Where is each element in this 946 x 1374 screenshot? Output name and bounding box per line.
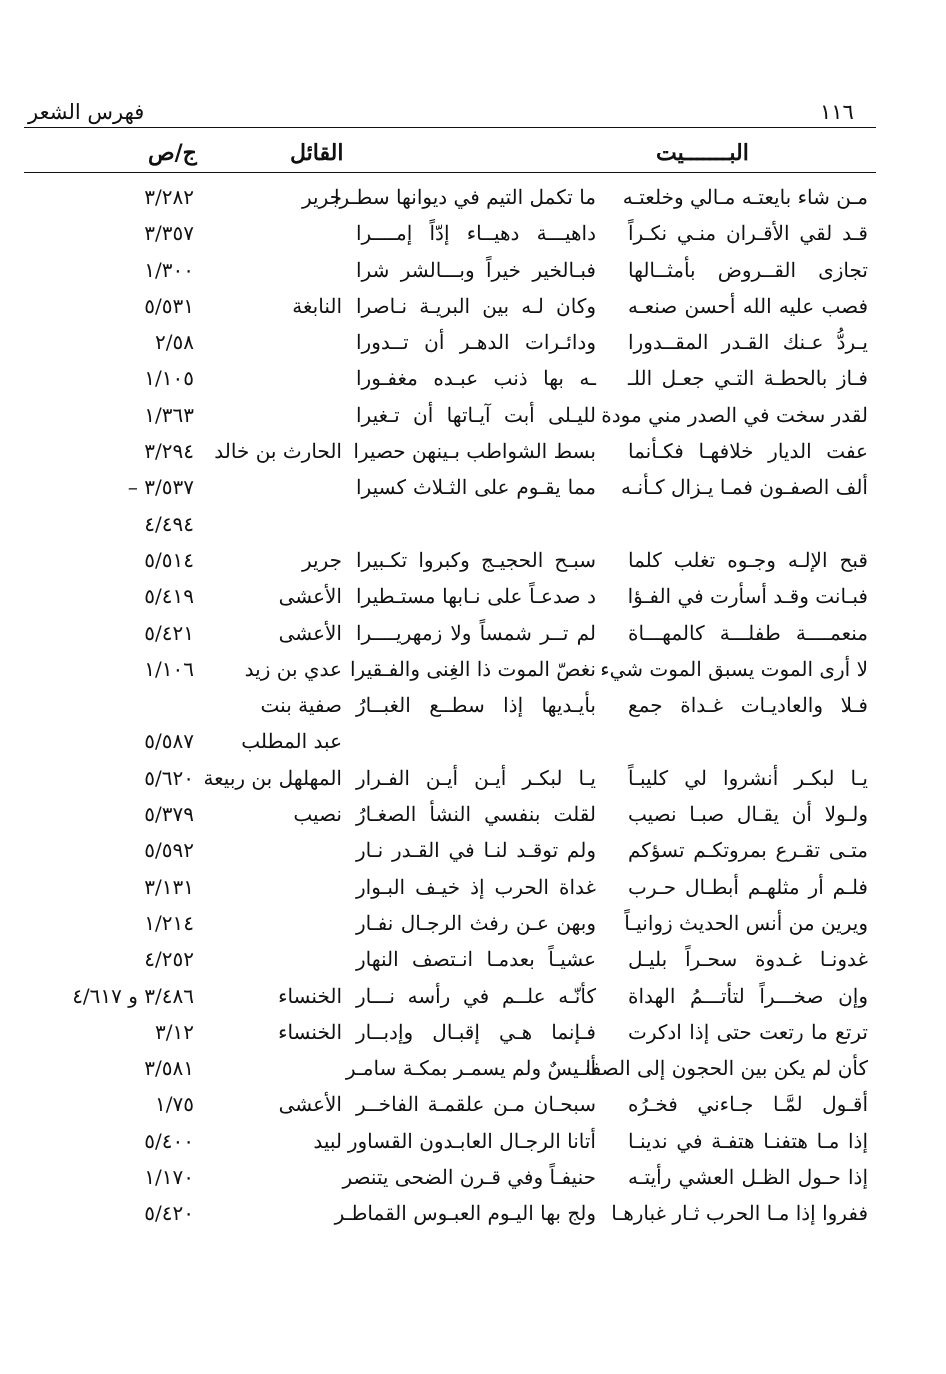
verse-second-hemistich: لقلت بنفسي النشأ الصغـارُ bbox=[356, 802, 596, 827]
running-title: فهرس الشعر bbox=[28, 100, 145, 124]
verse-second-hemistich: ودائـرات الدهـر أن تــدورا bbox=[356, 330, 596, 355]
poet-name: الأعشى bbox=[278, 620, 342, 645]
verse-first-hemistich: فلـم أر مثلهـم أبطـال حـرب bbox=[628, 874, 868, 899]
volume-page-ref: ٥/٦٢٠ bbox=[144, 765, 194, 790]
volume-page-ref: ٣/٣٥٧ bbox=[144, 221, 194, 246]
volume-page-ref: ٥/٣٧٩ bbox=[144, 802, 194, 827]
table-row bbox=[0, 945, 946, 981]
verse-second-hemistich: حنيفـاً وفي قـرن الضحى يتنصر bbox=[342, 1165, 596, 1190]
volume-page-ref: ٥/٤٢١ bbox=[144, 620, 194, 645]
table-row bbox=[0, 364, 946, 400]
volume-page-ref: ١/١٧٠ bbox=[144, 1165, 194, 1190]
volume-page-ref: ٥/٤١٩ bbox=[144, 584, 194, 609]
table-row bbox=[0, 909, 946, 945]
verse-second-hemistich: غداة الحرب إذ خيـف البـوار bbox=[356, 874, 596, 899]
poet-name: المهلهل بن ربيعة bbox=[203, 765, 342, 790]
verse-table bbox=[0, 183, 946, 1236]
verse-first-hemistich: لا أرى الموت يسبق الموت شيء bbox=[600, 656, 868, 681]
verse-first-hemistich: منعمــــة طفلـــة كالمهـــاة bbox=[628, 620, 868, 645]
poet-name: الأعشى bbox=[278, 1092, 342, 1117]
verse-first-hemistich: أقـول لمَّـا جـاءني فخـرُه bbox=[628, 1092, 868, 1117]
verse-second-hemistich: سبحـان مـن علقمـة الفاخــر bbox=[356, 1092, 596, 1117]
verse-first-hemistich: عفت الديار خلافهـا فكـأنما bbox=[628, 439, 868, 464]
table-row bbox=[0, 655, 946, 691]
volume-page-ref: ٤/٤٩٤ bbox=[144, 511, 194, 536]
verse-second-hemistich: ولم توقـد لنـا في القـدر نـار bbox=[356, 838, 596, 863]
table-row bbox=[0, 982, 946, 1018]
header-rule bbox=[24, 172, 876, 173]
column-header-ref: ج/ص bbox=[148, 140, 197, 166]
table-row bbox=[0, 473, 946, 509]
page-number: ١١٦ bbox=[820, 100, 854, 124]
table-row bbox=[0, 800, 946, 836]
poet-name: عبد المطلب bbox=[241, 729, 342, 754]
table-row bbox=[0, 764, 946, 800]
table-row bbox=[0, 1127, 946, 1163]
table-row bbox=[0, 619, 946, 655]
poet-name: عدي بن زيد bbox=[244, 656, 342, 681]
poet-name: جرير bbox=[302, 547, 342, 572]
poet-name: جرير bbox=[302, 185, 342, 209]
verse-first-hemistich: فـاز بالحطـة التـي جعـل اللـ bbox=[628, 366, 868, 391]
verse-second-hemistich: وبهن عـن رفث الرجـال نفـار bbox=[356, 910, 596, 935]
table-row bbox=[0, 401, 946, 437]
verse-first-hemistich: تجازى القــروض بأمثــالها bbox=[628, 257, 868, 282]
verse-second-hemistich: لم تــر شمساً ولا زمهريــــرا bbox=[356, 620, 596, 645]
volume-page-ref: ٣/١٢ bbox=[155, 1019, 194, 1044]
verse-first-hemistich: قـد لقي الأقـران منـي نكـراً bbox=[628, 221, 868, 246]
top-rule bbox=[24, 127, 876, 128]
poet-name: نصيب bbox=[293, 802, 342, 827]
verse-first-hemistich: كأن لم يكن بين الحجون إلى الصفا bbox=[585, 1056, 868, 1081]
column-header-verse: البـــــــيت bbox=[656, 140, 749, 166]
poet-name: الحارث بن خالد bbox=[214, 439, 342, 464]
verse-second-hemistich: نغصّ الموت ذا الغِنى والفـقيرا bbox=[349, 656, 596, 681]
table-row bbox=[0, 836, 946, 872]
poet-name: الأعشى bbox=[278, 584, 342, 609]
verse-second-hemistich: فـإنما هـي إقبـال وإدبــار bbox=[356, 1019, 596, 1044]
verse-first-hemistich: ألف الصفـون فمـا يـزال كـأنـه bbox=[620, 475, 868, 500]
poet-name: لبيد bbox=[313, 1128, 342, 1153]
volume-page-ref: ٥/٥١٤ bbox=[144, 547, 194, 572]
verse-second-hemistich: بسط الشواطب بـينهن حصيرا bbox=[353, 439, 596, 464]
table-row bbox=[0, 292, 946, 328]
table-row bbox=[0, 582, 946, 618]
column-header-poet: القائل bbox=[290, 140, 344, 166]
verse-second-hemistich: داهيـــة دهيــاء إدّاً إمــــرا bbox=[356, 221, 596, 246]
verse-first-hemistich: يـردُّ عـنك القـدر المقــدورا bbox=[628, 330, 868, 355]
table-row bbox=[0, 328, 946, 364]
verse-second-hemistich: وكان لـه بين البريـة نـاصرا bbox=[356, 293, 596, 318]
volume-page-ref: ١/٢١٤ bbox=[144, 910, 194, 935]
volume-page-ref: ٣/٥٨١ bbox=[144, 1056, 194, 1081]
verse-second-hemistich: عشيـاً بعدمـا انـتصف النهار bbox=[356, 947, 596, 972]
table-row bbox=[0, 1054, 946, 1090]
table-row bbox=[0, 1163, 946, 1199]
verse-first-hemistich: إذا حـول الظـل العشي رأيتـه bbox=[628, 1165, 868, 1190]
verse-second-hemistich: يـا لبكـر أيـن أيـن الفـرار bbox=[356, 765, 596, 790]
volume-page-ref: ١/١٠٦ bbox=[144, 656, 194, 681]
table-row bbox=[0, 546, 946, 582]
volume-page-ref: ١/٣٠٠ bbox=[144, 257, 194, 282]
table-row bbox=[0, 1199, 946, 1235]
verse-second-hemistich: ولج بها اليـوم العبـوس القماطـر bbox=[334, 1201, 596, 1226]
verse-second-hemistich: سبـح الحجيـج وكبروا تكـبيرا bbox=[356, 547, 596, 572]
table-row bbox=[0, 510, 946, 546]
verse-second-hemistich: لليـلى أبت آيـاتها أن تـغيرا bbox=[356, 402, 596, 427]
volume-page-ref: ٣/٢٨٢ bbox=[144, 185, 194, 209]
verse-second-hemistich: مما يقـوم على الثـلاث كسيرا bbox=[356, 475, 596, 500]
verse-second-hemistich: أنـيسٌ ولم يسمـر بمكـة سامـر bbox=[345, 1056, 596, 1081]
verse-first-hemistich: غدونـا غـدوة سحـراً بليـل bbox=[628, 947, 868, 972]
volume-page-ref: ٣/٢٩٤ bbox=[144, 439, 194, 464]
poet-name: صفية بنت bbox=[260, 693, 342, 718]
table-row bbox=[0, 219, 946, 255]
verse-first-hemistich: لقدر سخت في الصدر مني مودة bbox=[601, 402, 868, 427]
verse-first-hemistich: ترتع ما رتعت حتى إذا ادكرت bbox=[628, 1019, 868, 1044]
volume-page-ref: ٥/٥٣١ bbox=[144, 293, 194, 318]
verse-first-hemistich: فبـانت وقـد أسأرت في الفـؤا bbox=[627, 584, 868, 609]
volume-page-ref: ٤/٢٥٢ bbox=[144, 947, 194, 972]
verse-second-hemistich: فبـالخير خيراً وبـــالشر شرا bbox=[356, 257, 596, 282]
volume-page-ref: ٥/٤٠٠ bbox=[144, 1128, 194, 1153]
volume-page-ref: ١/٣٦٣ bbox=[144, 402, 194, 427]
verse-first-hemistich: يـا لبكـر أنشروا لي كليبـاً bbox=[628, 765, 868, 790]
table-row bbox=[0, 1090, 946, 1126]
verse-first-hemistich: مـن شاء بايعتـه مـالي وخلعتـه bbox=[622, 185, 868, 209]
verse-first-hemistich: قبح الإلـه وجـوه تغلب كلما bbox=[628, 547, 868, 572]
poet-name: الخنساء bbox=[278, 983, 342, 1008]
verse-first-hemistich: وإن صخـــراً لتأتـــمُ الهداة bbox=[628, 983, 868, 1008]
table-row bbox=[0, 727, 946, 763]
table-row bbox=[0, 183, 946, 219]
verse-first-hemistich: ولـولا أن يقـال صبـا نصيب bbox=[628, 802, 868, 827]
verse-second-hemistich: ما تكمل التيم في ديوانها سطـرا bbox=[333, 185, 596, 209]
verse-first-hemistich: فصب عليه الله أحسن صنعـه bbox=[628, 293, 868, 318]
volume-page-ref: ١/٧٥ bbox=[155, 1092, 194, 1117]
volume-page-ref: ٣/٤٨٦ و ٤/٦١٧ bbox=[72, 983, 194, 1008]
verse-first-hemistich: إذا مـا هتفنـا هتفـة في ندينـا bbox=[628, 1128, 868, 1153]
verse-second-hemistich: بأيـديها إذا سطــع الغبــارُ bbox=[356, 693, 596, 718]
verse-second-hemistich: ـه بها ذنب عبـده مغفـورا bbox=[356, 366, 596, 391]
verse-second-hemistich: كأنّـه علــم في رأسه نـــار bbox=[356, 983, 596, 1008]
volume-page-ref: ٢/٥٨ bbox=[155, 330, 194, 355]
table-row bbox=[0, 1018, 946, 1054]
volume-page-ref: ٥/٥٩٢ bbox=[144, 838, 194, 863]
volume-page-ref: ٣/٥٣٧ – bbox=[127, 475, 194, 500]
table-row bbox=[0, 691, 946, 727]
poet-name: الخنساء bbox=[278, 1019, 342, 1044]
table-row bbox=[0, 256, 946, 292]
volume-page-ref: ٥/٤٢٠ bbox=[144, 1201, 194, 1226]
verse-first-hemistich: فـلا والعاديـات غـداة جمع bbox=[628, 693, 868, 718]
table-row bbox=[0, 437, 946, 473]
verse-first-hemistich: ففروا إذا مـا الحرب ثـار غبارهـا bbox=[611, 1201, 868, 1226]
volume-page-ref: ٥/٥٨٧ bbox=[144, 729, 194, 754]
verse-second-hemistich: أتانا الرجـال العابـدون القساور bbox=[347, 1128, 596, 1153]
verse-first-hemistich: متـى تقـرع بمروتكـم تسؤكم bbox=[628, 838, 868, 863]
verse-second-hemistich: د صدعـاً على نـابها مستـطيرا bbox=[356, 584, 596, 609]
table-row bbox=[0, 873, 946, 909]
volume-page-ref: ١/١٠٥ bbox=[144, 366, 194, 391]
poet-name: النابغة bbox=[292, 293, 342, 318]
volume-page-ref: ٣/١٣١ bbox=[144, 874, 194, 899]
verse-first-hemistich: ويرين من أنس الحديث زوانيـاً bbox=[624, 910, 868, 935]
